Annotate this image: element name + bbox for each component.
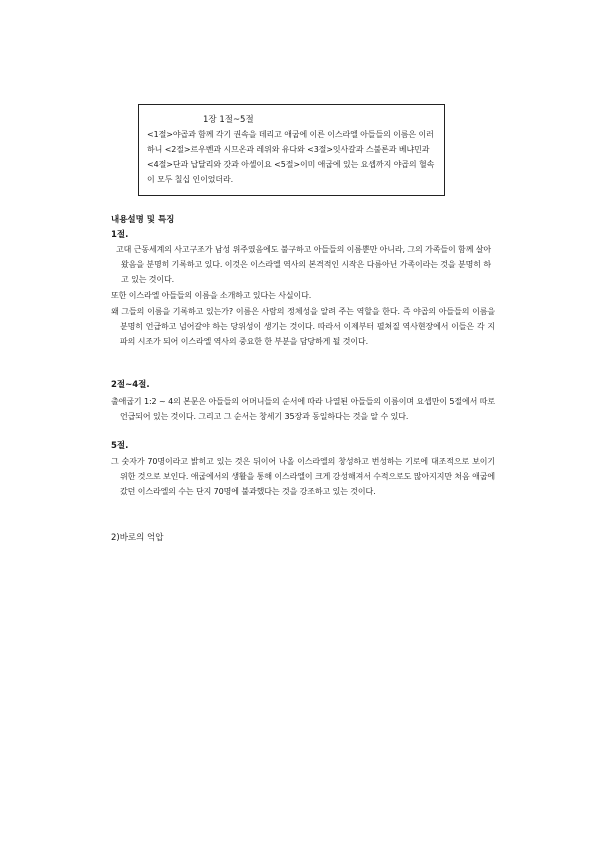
verse5-paragraph: 그 숫자가 70명이라고 밝히고 있는 것은 뒤이어 나올 이스라엘의 창성하고 번성하는 기로에 대조적으로 보이기 위한 것으로 보인다. 애굽에서의 생활을 통해 이스라엘이 크게 강성해져서 수적으로도 많아지지만 처음 애굽에 갔던 이스라엘의 수는 단지 70명에 불과했다는 것을 강조하고 있는 것이다. [111, 457, 496, 496]
verse5-heading: 5절. [111, 441, 129, 451]
section-title: 내용설명 및 특징 [111, 215, 175, 225]
next-section-heading: 2)바로의 억압 [111, 533, 164, 543]
scripture-box [138, 104, 445, 196]
verse1-heading: 1절. [111, 230, 129, 240]
verse1-paragraph-3: 왜 그들의 이름을 기록하고 있는가? 이름은 사람의 정체성을 알려 주는 역할을 한다. 즉 야곱의 아들들의 이름을 분명히 언급하고 넘어갈야 하는 당위성이 생기는 것이다. 따라서 이제부터 펼쳐질 역사현장에서 이들은 각 지파의 시조가 되어 이스라엘 역사의 중요한 한 부분을 담당하게 될 것이다. [111, 307, 495, 346]
verse1-paragraph-2: 또한 이스라엘 아들들의 이름을 소개하고 있다는 사실이다. [111, 291, 312, 300]
scripture-reference: 1장 1절~5절 [203, 115, 254, 125]
verse2-4-heading: 2절~4절. [111, 380, 150, 390]
verse2-4-paragraph: 출애굽기 1:2 ~ 4의 본문은 아들들의 어머니들의 순서에 따라 나열된 아들들의 이름이며 요셉만이 5절에서 따로 언급되어 있는 것이다. 그리고 그 순서는 창세기 35장과 동일하다는 것을 알 수 있다. [111, 397, 495, 421]
verse1-paragraph-1: 고대 근동세계의 사고구조가 남성 위주였음에도 불구하고 아들들의 이름뿐만 아니라, 그의 가족들이 함께 살아왔음을 분명히 기록하고 있다. 이것은 이스라엘 역사의 본격적인 시작은 다름아닌 가족이라는 것을 분명히 하고 있는 것이다. [116, 245, 492, 284]
scripture-text: <1절>야곱과 함께 각기 권속을 데리고 애굽에 이른 이스라엘 아들들의 이름은 이러하니 <2절>르우벤과 시므온과 레위와 유다와 <3절>잇사갈과 스불론과 베냐민과 <4절>단과 납달리와 갓과 아셀이요 <5절>이미 애굽에 있는 요셉까지 야곱의 혈속이 모두 칠십 인이었더라. [147, 130, 435, 184]
